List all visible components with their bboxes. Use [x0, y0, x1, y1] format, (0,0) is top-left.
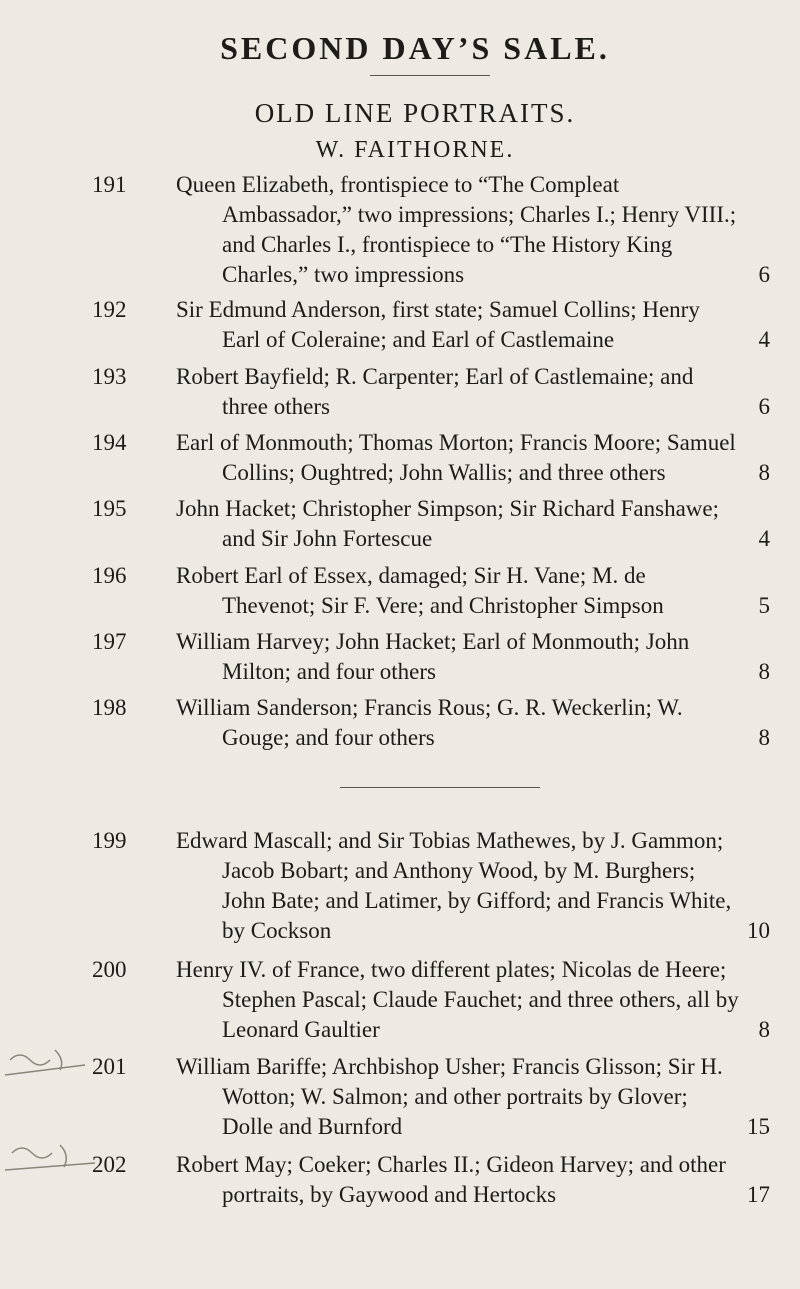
lot-number: 201: [92, 1054, 127, 1079]
lot-number: 191: [92, 172, 127, 197]
lot-description: William Sanderson; Francis Rous; G. R. Weckerlin; W. Gouge; and four others: [176, 695, 683, 750]
lot-194: [92, 428, 770, 488]
lot-quantity: 8: [758, 1017, 770, 1042]
lot-quantity: 5: [758, 593, 770, 618]
lot-quantity: 8: [758, 460, 770, 485]
lot-198: [92, 693, 770, 753]
lot-description: William Harvey; John Hacket; Earl of Monmouth; John Milton; and four others: [176, 629, 690, 684]
lot-description: Robert Earl of Essex, damaged; Sir H. Vane; M. de Thevenot; Sir F. Vere; and Christopher Simpson: [176, 563, 664, 618]
artist-heading: W. FAITHORNE.: [315, 137, 515, 163]
lot-description: Sir Edmund Anderson, first state; Samuel Collins; Henry Earl of Coleraine; and Earl of Castlemaine: [176, 297, 700, 352]
lot-description: Queen Elizabeth, frontispiece to “The Compleat Ambassador,” two impressions; Charles I.; Henry VIII.; and Charles I., frontispiece to “The History King Charles,” two impressions: [176, 172, 737, 287]
lot-number: 199: [92, 828, 127, 853]
lot-number: 200: [92, 957, 127, 982]
lot-196: [92, 561, 770, 621]
lot-200: [92, 955, 770, 1045]
lot-number: 194: [92, 430, 127, 455]
handwritten-note-2: [0, 1125, 100, 1185]
lot-quantity: 10: [747, 918, 770, 943]
lot-quantity: 8: [758, 725, 770, 750]
lot-number: 193: [92, 364, 127, 389]
section-heading: OLD LINE PORTRAITS.: [254, 98, 576, 128]
lot-199: [92, 826, 770, 946]
lot-quantity: 8: [758, 659, 770, 684]
lot-number: 195: [92, 496, 127, 521]
lot-description: Robert May; Coeker; Charles II.; Gideon Harvey; and other portraits, by Gaywood and Hertocks: [176, 1152, 726, 1207]
lot-description: Edward Mascall; and Sir Tobias Mathewes, by J. Gammon; Jacob Bobart; and Anthony Wood, by M. Burghers; John Bate; and Latimer, by Gifford; and Francis White, by Cockson: [176, 828, 732, 943]
lot-description: Earl of Monmouth; Thomas Morton; Francis Moore; Samuel Collins; Oughtred; John Wallis; and three others: [176, 430, 736, 485]
lot-number: 196: [92, 563, 127, 588]
lot-quantity: 17: [747, 1182, 770, 1207]
lot-quantity: 4: [758, 327, 770, 352]
lot-quantity: 6: [758, 262, 770, 287]
sale-title: SECOND DAY’S SALE.: [220, 30, 610, 66]
lot-201: [92, 1052, 770, 1142]
lot-quantity: 6: [758, 394, 770, 419]
section-rule: [340, 787, 540, 788]
lot-number: 192: [92, 297, 127, 322]
handwritten-note-1: [0, 1030, 90, 1090]
lot-number: 197: [92, 629, 127, 654]
lot-description: Henry IV. of France, two different plates; Nicolas de Heere; Stephen Pascal; Claude Fauchet; and three others, all by Leonard Gaultier: [176, 957, 739, 1042]
lot-description: Robert Bayfield; R. Carpenter; Earl of Castlemaine; and three others: [176, 364, 694, 419]
lot-195: [92, 494, 770, 554]
lot-description: John Hacket; Christopher Simpson; Sir Richard Fanshawe; and Sir John Fortescue: [176, 496, 719, 551]
title-rule: [370, 75, 490, 76]
lot-number: 198: [92, 695, 127, 720]
lot-quantity: 15: [747, 1114, 770, 1139]
lot-193: [92, 362, 770, 422]
lot-192: [92, 295, 770, 355]
lot-191: [92, 170, 770, 290]
lot-description: William Bariffe; Archbishop Usher; Francis Glisson; Sir H. Wotton; W. Salmon; and other portraits by Glover; Dolle and Burnford: [176, 1054, 723, 1139]
lot-number: 202: [92, 1152, 127, 1177]
lot-quantity: 4: [758, 526, 770, 551]
lot-202: [92, 1150, 770, 1210]
lot-197: [92, 627, 770, 687]
